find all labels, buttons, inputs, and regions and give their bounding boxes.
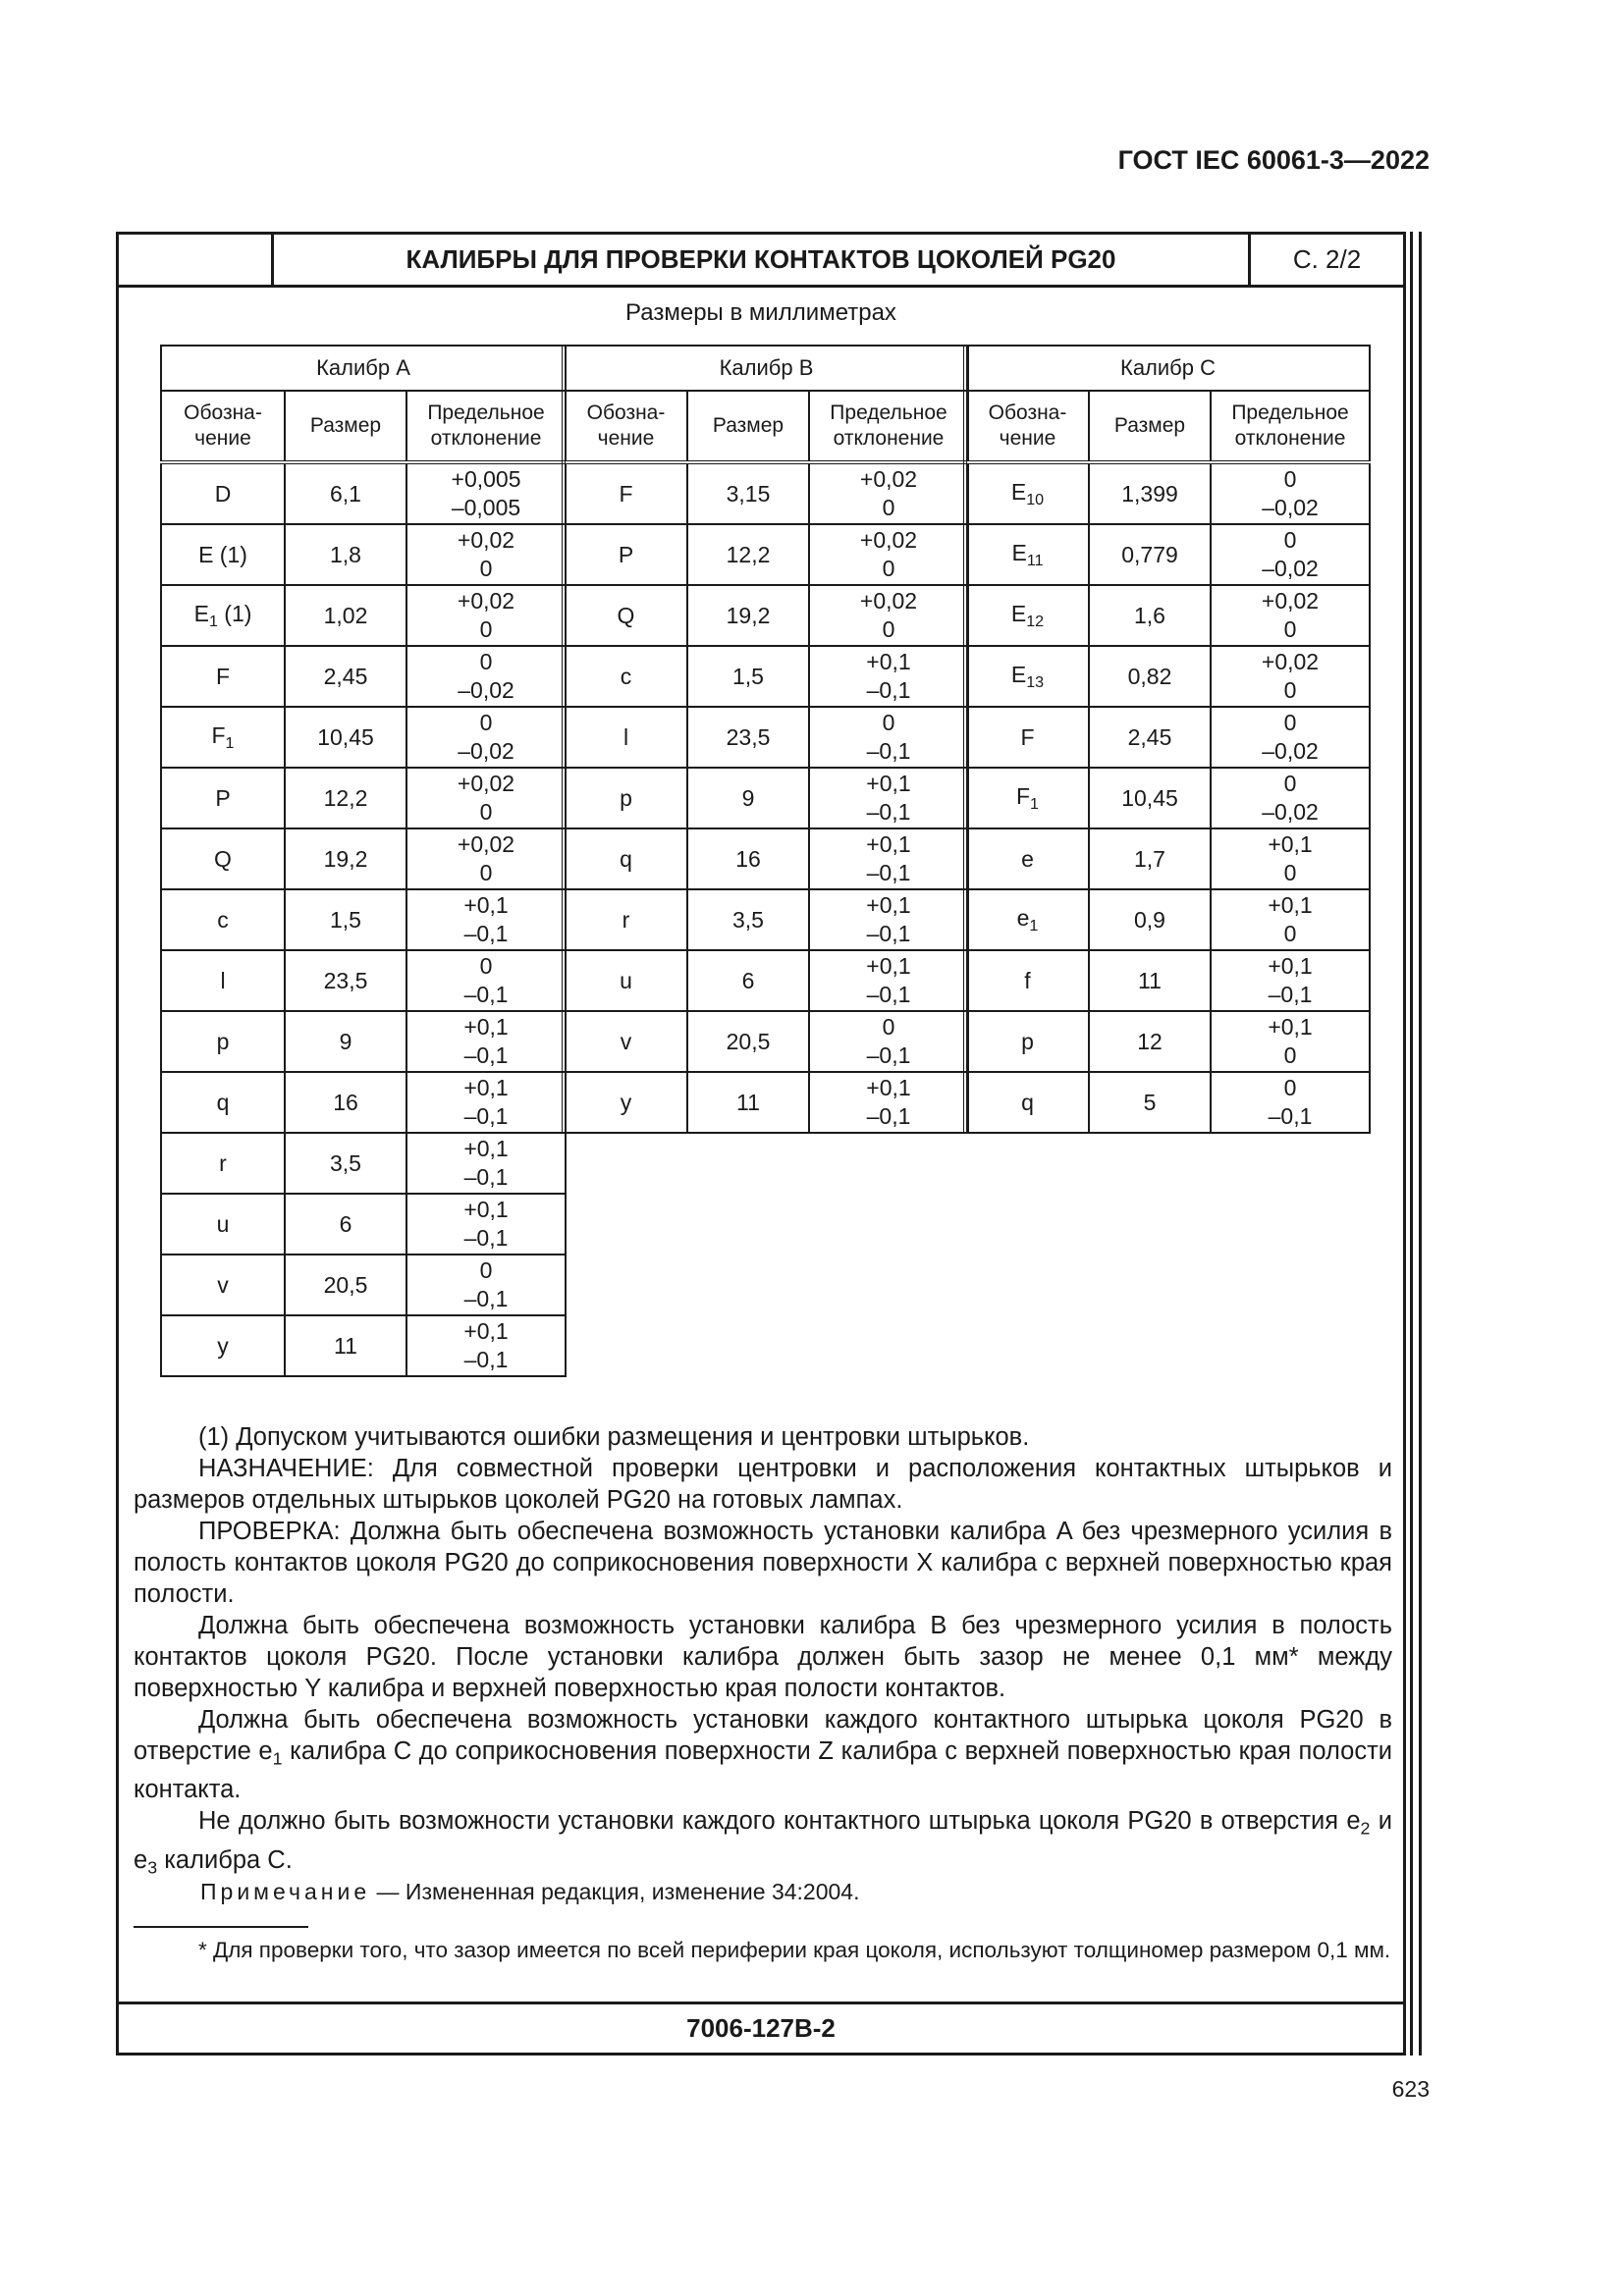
table-row (965, 462, 1370, 524)
size-cell: 1,7 (1089, 828, 1211, 889)
designation-cell: u (161, 1194, 285, 1255)
table-row (161, 1072, 566, 1133)
tolerance-cell (1211, 1072, 1370, 1133)
designation-cell: c (161, 889, 285, 950)
tolerance-cell (809, 524, 968, 585)
tolerance-cell (406, 1133, 566, 1194)
designation-cell: F (564, 462, 687, 524)
lower-deviation: 0 (479, 616, 493, 642)
size-cell: 2,45 (1089, 707, 1211, 768)
lower-deviation: –0,1 (866, 982, 911, 1007)
designation-cell: $E_{12}$ (965, 585, 1089, 646)
designation-cell: r (564, 889, 687, 950)
table-row (161, 1011, 566, 1072)
lower-deviation: 0 (1283, 616, 1297, 642)
table-row (564, 889, 968, 950)
table-row (564, 524, 968, 585)
units-caption: Размеры в миллиметрах (625, 299, 896, 326)
note-text: — Измененная редакция, изменение 34:2004. (370, 1879, 860, 1904)
table-row (965, 889, 1370, 950)
table-row (965, 828, 1370, 889)
upper-deviation: 0 (1283, 710, 1297, 736)
lower-deviation: –0,02 (458, 677, 514, 703)
lower-deviation: 0 (882, 556, 895, 581)
table-row (161, 646, 566, 707)
lower-deviation: 0 (479, 799, 493, 825)
table-row (564, 768, 968, 828)
calibre-a-header: Калибр A (161, 346, 566, 391)
tolerance-cell (809, 768, 968, 828)
designation-cell: e (965, 828, 1089, 889)
lower-deviation: 0 (882, 616, 895, 642)
calibre-c-table (963, 345, 1371, 1134)
size-cell: 1,5 (285, 889, 406, 950)
upper-deviation: +0,1 (463, 1318, 509, 1345)
lower-deviation: –0,1 (866, 799, 911, 825)
table-row (161, 707, 566, 768)
size-cell: 3,5 (687, 889, 809, 950)
table-row (564, 1011, 968, 1072)
upper-deviation: +0,02 (859, 466, 918, 493)
designation-header: Обозна- чение (564, 391, 687, 462)
size-cell: 1,02 (285, 585, 406, 646)
size-cell: 20,5 (285, 1255, 406, 1315)
designation-cell: q (564, 828, 687, 889)
upper-deviation: +0,1 (866, 953, 911, 980)
tolerance-cell (406, 950, 566, 1011)
size-cell: 3,15 (687, 462, 809, 524)
size-cell: 0,779 (1089, 524, 1211, 585)
designation-cell: $E_{11}$ (965, 524, 1089, 585)
lower-deviation: –0,1 (463, 1042, 509, 1068)
lower-deviation: –0,1 (866, 1103, 911, 1129)
tolerance-header: Предельное отклонение (406, 391, 566, 462)
lower-deviation: –0,1 (463, 921, 509, 946)
note (200, 1879, 860, 1905)
upper-deviation: 0 (1283, 527, 1297, 554)
size-cell: 3,5 (285, 1133, 406, 1194)
table-row (161, 1194, 566, 1255)
designation-cell: P (564, 524, 687, 585)
tolerance-cell (1211, 1011, 1370, 1072)
lower-deviation: 0 (1283, 921, 1297, 946)
size-cell: 11 (1089, 950, 1211, 1011)
calibre-c-paragraph: Должна быть обеспечена возможность установки каждого контактного штырька цоколя PG20 в отверстие $e_1$ калибра C до соприкосновения поверхности Z калибра с верхней поверхностью края полости контакта. (134, 1706, 1393, 1804)
size-cell: 20,5 (687, 1011, 809, 1072)
sheet-title: КАЛИБРЫ ДЛЯ ПРОВЕРКИ КОНТАКТОВ ЦОКОЛЕЙ PG20 (274, 235, 1251, 285)
tolerance-cell (406, 462, 566, 524)
designation-cell: E (1) (161, 524, 285, 585)
table-row (965, 1072, 1370, 1133)
tolerance-cell (406, 889, 566, 950)
upper-deviation: 0 (479, 953, 493, 980)
lower-deviation: –0,1 (866, 921, 911, 946)
tolerance-cell (809, 1011, 968, 1072)
upper-deviation: +0,1 (463, 1136, 509, 1162)
designation-cell: l (161, 950, 285, 1011)
size-cell: 9 (687, 768, 809, 828)
lower-deviation: –0,1 (866, 860, 911, 885)
table-row (161, 950, 566, 1011)
upper-deviation: +0,02 (457, 588, 515, 614)
tolerance-cell (809, 462, 968, 524)
lower-deviation: 0 (882, 495, 895, 520)
table-row (965, 585, 1370, 646)
upper-deviation: +0,02 (457, 831, 515, 858)
designation-cell: u (564, 950, 687, 1011)
tolerance-cell (406, 585, 566, 646)
upper-deviation: +0,02 (859, 527, 918, 554)
tolerance-cell (406, 768, 566, 828)
upper-deviation: 0 (1283, 466, 1297, 493)
lower-deviation: –0,1 (866, 738, 911, 764)
calibre-c-header: Калибр C (965, 346, 1370, 391)
size-cell: 0,9 (1089, 889, 1211, 950)
tolerance-cell (406, 1194, 566, 1255)
upper-deviation: +0,1 (866, 831, 911, 858)
tolerance-cell (1211, 524, 1370, 585)
tolerance-cell (1211, 646, 1370, 707)
designation-cell: p (161, 1011, 285, 1072)
tolerance-cell (1211, 768, 1370, 828)
size-cell: 10,45 (1089, 768, 1211, 828)
table-row (564, 707, 968, 768)
table-row (161, 889, 566, 950)
footnote-ref-paragraph: (1) Допуском учитываются ошибки размещения и центровки штырьков. (198, 1423, 1030, 1451)
designation-cell: y (564, 1072, 687, 1133)
table-row (965, 646, 1370, 707)
tolerance-cell (406, 646, 566, 707)
tolerance-cell (406, 707, 566, 768)
size-cell: 9 (285, 1011, 406, 1072)
upper-deviation: 0 (1283, 1075, 1297, 1101)
size-cell: 12,2 (285, 768, 406, 828)
designation-cell: q (965, 1072, 1089, 1133)
table-row (161, 462, 566, 524)
lower-deviation: –0,1 (1268, 982, 1313, 1007)
tolerance-cell (1211, 462, 1370, 524)
lower-deviation: –0,02 (1262, 556, 1319, 581)
check-paragraph: ПРОВЕРКА: Должна быть обеспечена возможность установки калибра A без чрезмерного усилия в полость контактов цоколя PG20 до соприкосновения поверхности X калибра с верхней поверхностью края полости. (134, 1518, 1392, 1608)
designation-cell: D (161, 462, 285, 524)
tolerance-cell (1211, 585, 1370, 646)
purpose-paragraph: НАЗНАЧЕНИЕ: Для совместной проверки центровки и расположения контактных штырьков и размеров отдельных штырьков цоколей PG20 на готовых лампах. (134, 1455, 1392, 1514)
description-text (134, 1421, 1392, 1883)
upper-deviation: +0,02 (859, 588, 918, 614)
designation-header: Обозна- чение (161, 391, 285, 462)
table-row (161, 1255, 566, 1315)
designation-cell: $e_1$ (965, 889, 1089, 950)
size-cell: 2,45 (285, 646, 406, 707)
designation-cell: v (161, 1255, 285, 1315)
upper-deviation: +0,02 (1261, 588, 1320, 614)
lower-deviation: –0,1 (463, 1347, 509, 1372)
size-cell: 11 (687, 1072, 809, 1133)
drawing-code: 7006-127В-2 (119, 2002, 1403, 2053)
designation-cell: f (965, 950, 1089, 1011)
designation-cell: p (564, 768, 687, 828)
upper-deviation: +0,1 (463, 1075, 509, 1101)
designation-cell: $F_1$ (965, 768, 1089, 828)
size-cell: 11 (285, 1315, 406, 1376)
upper-deviation: +0,02 (457, 527, 515, 554)
lower-deviation: 0 (1283, 1042, 1297, 1068)
footnote: * Для проверки того, что зазор имеется по всей периферии края цоколя, используют толщиномер размером 0,1 мм. (198, 1938, 1391, 1962)
footnote-rule (134, 1926, 308, 1928)
size-cell: 1,5 (687, 646, 809, 707)
lower-deviation: –0,1 (463, 1164, 509, 1190)
table-row (161, 1133, 566, 1194)
calibre-b-header: Калибр B (564, 346, 968, 391)
upper-deviation: +0,02 (1261, 649, 1320, 675)
table-row (965, 768, 1370, 828)
designation-cell: Q (161, 828, 285, 889)
tolerance-cell (406, 1255, 566, 1315)
size-cell: 6,1 (285, 462, 406, 524)
lower-deviation: –0,1 (463, 1103, 509, 1129)
lower-deviation: –0,02 (458, 738, 514, 764)
size-cell: 10,45 (285, 707, 406, 768)
designation-cell: $E_{13}$ (965, 646, 1089, 707)
upper-deviation: 0 (479, 649, 493, 675)
designation-cell: l (564, 707, 687, 768)
table-row (965, 524, 1370, 585)
table-row (564, 585, 968, 646)
upper-deviation: +0,1 (463, 1197, 509, 1223)
size-cell: 12 (1089, 1011, 1211, 1072)
size-cell: 16 (687, 828, 809, 889)
size-cell: 12,2 (687, 524, 809, 585)
upper-deviation: +0,1 (1268, 953, 1313, 980)
designation-cell: q (161, 1072, 285, 1133)
upper-deviation: 0 (1283, 771, 1297, 797)
size-header: Размер (1089, 391, 1211, 462)
frame-edge-lines (1410, 232, 1422, 2056)
tolerance-cell (1211, 950, 1370, 1011)
upper-deviation: +0,1 (1268, 831, 1313, 858)
lower-deviation: –0,02 (1262, 738, 1319, 764)
tolerance-cell (809, 1072, 968, 1133)
lower-deviation: –0,1 (463, 1286, 509, 1311)
table-row (564, 462, 968, 524)
upper-deviation: +0,1 (866, 892, 911, 919)
tolerance-cell (809, 889, 968, 950)
tolerance-cell (1211, 889, 1370, 950)
calibre-a-table (160, 345, 567, 1377)
size-cell: 1,399 (1089, 462, 1211, 524)
tolerance-cell (809, 950, 968, 1011)
designation-cell: $E_{10}$ (965, 462, 1089, 524)
size-cell: 6 (285, 1194, 406, 1255)
calibre-b-table (562, 345, 969, 1134)
table-row (965, 950, 1370, 1011)
lower-deviation: 0 (479, 860, 493, 885)
tolerance-cell (809, 828, 968, 889)
upper-deviation: +0,005 (451, 466, 521, 493)
tolerance-cell (809, 707, 968, 768)
upper-deviation: +0,1 (463, 892, 509, 919)
upper-deviation: +0,1 (1268, 892, 1313, 919)
lower-deviation: –0,1 (463, 1225, 509, 1251)
upper-deviation: 0 (882, 1014, 895, 1041)
note-label: Примечание (200, 1879, 371, 1904)
lower-deviation: –0,005 (451, 495, 521, 520)
designation-cell: r (161, 1133, 285, 1194)
upper-deviation: +0,1 (463, 1014, 509, 1041)
table-row (161, 585, 566, 646)
table-row (564, 1072, 968, 1133)
standard-number: ГОСТ IEC 60061-3—2022 (1117, 145, 1430, 175)
lower-deviation: –0,1 (463, 982, 509, 1007)
designation-cell: p (965, 1011, 1089, 1072)
table-row (564, 646, 968, 707)
table-row (161, 768, 566, 828)
tolerance-cell (1211, 707, 1370, 768)
size-cell: 19,2 (687, 585, 809, 646)
lower-deviation: –0,1 (866, 1042, 911, 1068)
designation-cell: Q (564, 585, 687, 646)
designation-cell: $E_1$ (1) (161, 585, 285, 646)
upper-deviation: +0,1 (866, 1075, 911, 1101)
table-row (965, 1011, 1370, 1072)
upper-deviation: 0 (882, 710, 895, 736)
size-header: Размер (285, 391, 406, 462)
lower-deviation: 0 (479, 556, 493, 581)
designation-cell: y (161, 1315, 285, 1376)
table-row (564, 828, 968, 889)
table-row (161, 524, 566, 585)
designation-cell: $F_1$ (161, 707, 285, 768)
tolerance-cell (406, 524, 566, 585)
designation-cell: c (564, 646, 687, 707)
page-number: 623 (1391, 2076, 1430, 2102)
table-row (564, 950, 968, 1011)
size-header: Размер (687, 391, 809, 462)
tolerance-cell (406, 1072, 566, 1133)
upper-deviation: +0,1 (866, 771, 911, 797)
sheet-number: С. 2/2 (1292, 244, 1362, 274)
tolerance-header: Предельное отклонение (809, 391, 968, 462)
designation-cell: F (965, 707, 1089, 768)
upper-deviation: 0 (479, 1257, 493, 1284)
designation-cell: P (161, 768, 285, 828)
table-row (965, 707, 1370, 768)
upper-deviation: 0 (479, 710, 493, 736)
title-left-cell (119, 235, 274, 285)
title-row (119, 235, 1403, 288)
size-cell: 0,82 (1089, 646, 1211, 707)
negative-check-paragraph: Не должно быть возможности установки каждого контактного штырька цоколя PG20 в отверстия $e_2$ и $e_3$ калибра C. (134, 1807, 1392, 1878)
lower-deviation: –0,02 (1262, 495, 1319, 520)
tolerance-cell (406, 1315, 566, 1376)
size-cell: 6 (687, 950, 809, 1011)
designation-cell: F (161, 646, 285, 707)
size-cell: 5 (1089, 1072, 1211, 1133)
designation-cell: v (564, 1011, 687, 1072)
tolerance-cell (406, 828, 566, 889)
size-cell: 23,5 (687, 707, 809, 768)
tolerance-cell (406, 1011, 566, 1072)
tolerance-cell (1211, 828, 1370, 889)
lower-deviation: –0,02 (1262, 799, 1319, 825)
size-cell: 16 (285, 1072, 406, 1133)
tolerance-cell (809, 646, 968, 707)
calibre-b-paragraph: Должна быть обеспечена возможность установки калибра B без чрезмерного усилия в полость контактов цоколя PG20. После установки калибра должен быть зазор не менее 0,1 мм* между поверхностью Y калибра и верхней поверхностью края полости контактов. (134, 1612, 1392, 1702)
upper-deviation: +0,02 (457, 771, 515, 797)
tolerance-header: Предельное отклонение (1211, 391, 1370, 462)
upper-deviation: +0,1 (1268, 1014, 1313, 1041)
lower-deviation: –0,1 (1268, 1103, 1313, 1129)
table-row (161, 828, 566, 889)
size-cell: 1,6 (1089, 585, 1211, 646)
designation-header: Обозна- чение (965, 391, 1089, 462)
size-cell: 23,5 (285, 950, 406, 1011)
lower-deviation: 0 (1283, 860, 1297, 885)
tolerance-cell (809, 585, 968, 646)
lower-deviation: 0 (1283, 677, 1297, 703)
lower-deviation: –0,1 (866, 677, 911, 703)
size-cell: 19,2 (285, 828, 406, 889)
table-row (161, 1315, 566, 1376)
size-cell: 1,8 (285, 524, 406, 585)
upper-deviation: +0,1 (866, 649, 911, 675)
